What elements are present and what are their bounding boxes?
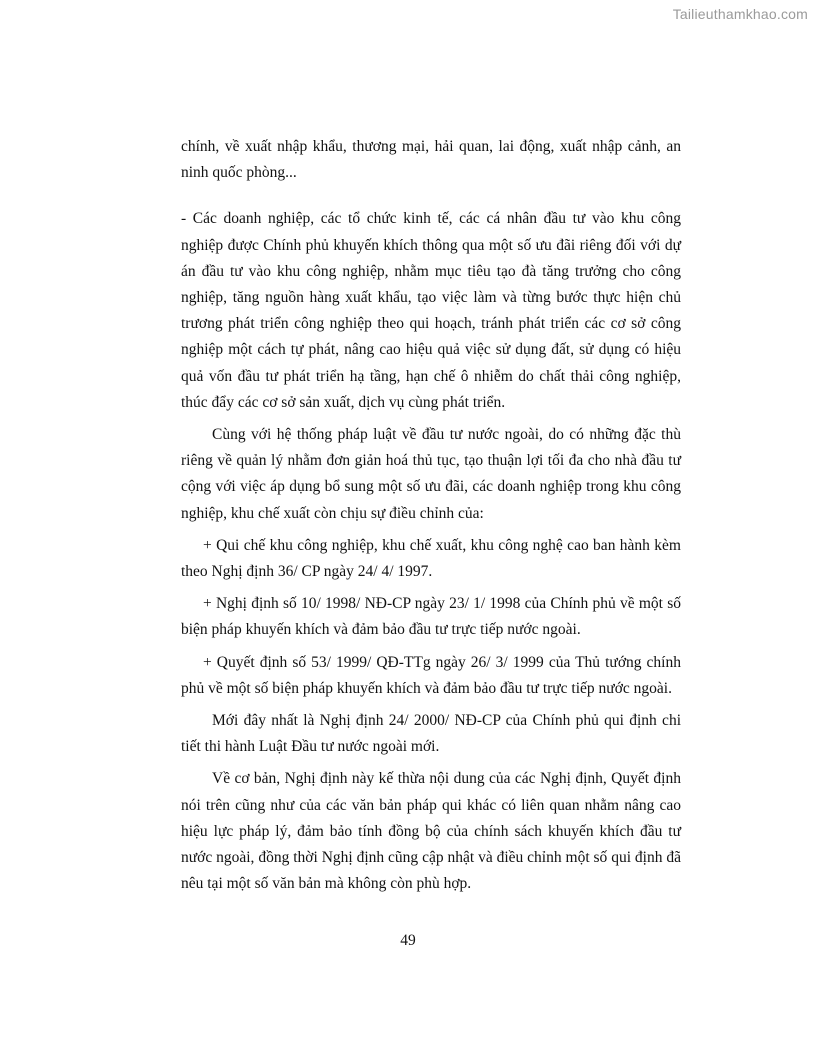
list-item-regulation-3: + Quyết định số 53/ 1999/ QĐ-TTg ngày 26/ 3/ 1999 của Thủ tướng chính phủ về một số biện pháp khuyến khích và đảm bảo đầu tư trực tiếp nước ngoài. [181, 653, 681, 697]
paragraph-bullet: - Các doanh nghiệp, các tổ chức kinh tế, các cá nhân đầu tư vào khu công nghiệp được Chính phủ khuyến khích thông qua một số ưu đãi riêng đối với dự án đầu tư vào khu công nghiệp, nhằm mục tiêu tạo đà tăng trưởng cho công nghiệp, tăng nguồn hàng xuất khẩu, tạo việc làm và từng bước thực hiện chủ trương phát triển công nghiệp theo qui hoạch, tránh phát triển các cơ sở công nghiệp một cách tự phát, nâng cao hiệu quả việc sử dụng đất, sử dụng có hiệu quả vốn đầu tư phát triển hạ tầng, hạn chế ô nhiễm do chất thải công nghiệp, thúc đẩy các cơ sở sản xuất, dịch vụ cùng phát triển. [181, 210, 681, 411]
list-item-regulation-2: + Nghị định số 10/ 1998/ NĐ-CP ngày 23/ 1/ 1998 của Chính phủ về một số biện pháp khuyến khích và đảm bảo đầu tư trực tiếp nước ngoài. [181, 595, 681, 639]
paragraph-legal-framework: Cùng với hệ thống pháp luật về đầu tư nước ngoài, do có những đặc thù riêng về quản lý nhằm đơn giản hoá thủ tục, tạo thuận lợi tối đa cho nhà đầu tư cộng với việc áp dụng bổ sung một số ưu đãi, các doanh nghiệp trong khu công nghiệp, khu chế xuất còn chịu sự điều chỉnh của: [181, 426, 681, 522]
list-item-regulation-1: + Qui chế khu công nghiệp, khu chế xuất, khu công nghệ cao ban hành kèm theo Nghị định 36/ CP ngày 24/ 4/ 1997. [181, 536, 681, 581]
paragraph-summary: Về cơ bản, Nghị định này kế thừa nội dung của các Nghị định, Quyết định nói trên cũng như của các văn bản pháp qui khác có liên quan nhằm nâng cao hiệu lực pháp lý, đảm bảo tính đồng bộ của chính sách khuyến khích đầu tư nước ngoài, đồng thời Nghị định cũng cập nhật và điều chỉnh một số qui định đã nêu tại một số văn bản mà không còn phù hợp. [181, 770, 681, 893]
watermark: Tailieuthamkhao.com [672, 6, 808, 22]
paragraph-continuation: chính, về xuất nhập khẩu, thương mại, hải quan, lai động, xuất nhập cảnh, an ninh quốc phòng... [181, 138, 681, 182]
document-body [181, 134, 681, 903]
paragraph-latest-decree: Mới đây nhất là Nghị định 24/ 2000/ NĐ-CP của Chính phủ qui định chi tiết thi hành Luật Đầu tư nước ngoài mới. [181, 712, 681, 756]
page-number: 49 [400, 932, 416, 949]
